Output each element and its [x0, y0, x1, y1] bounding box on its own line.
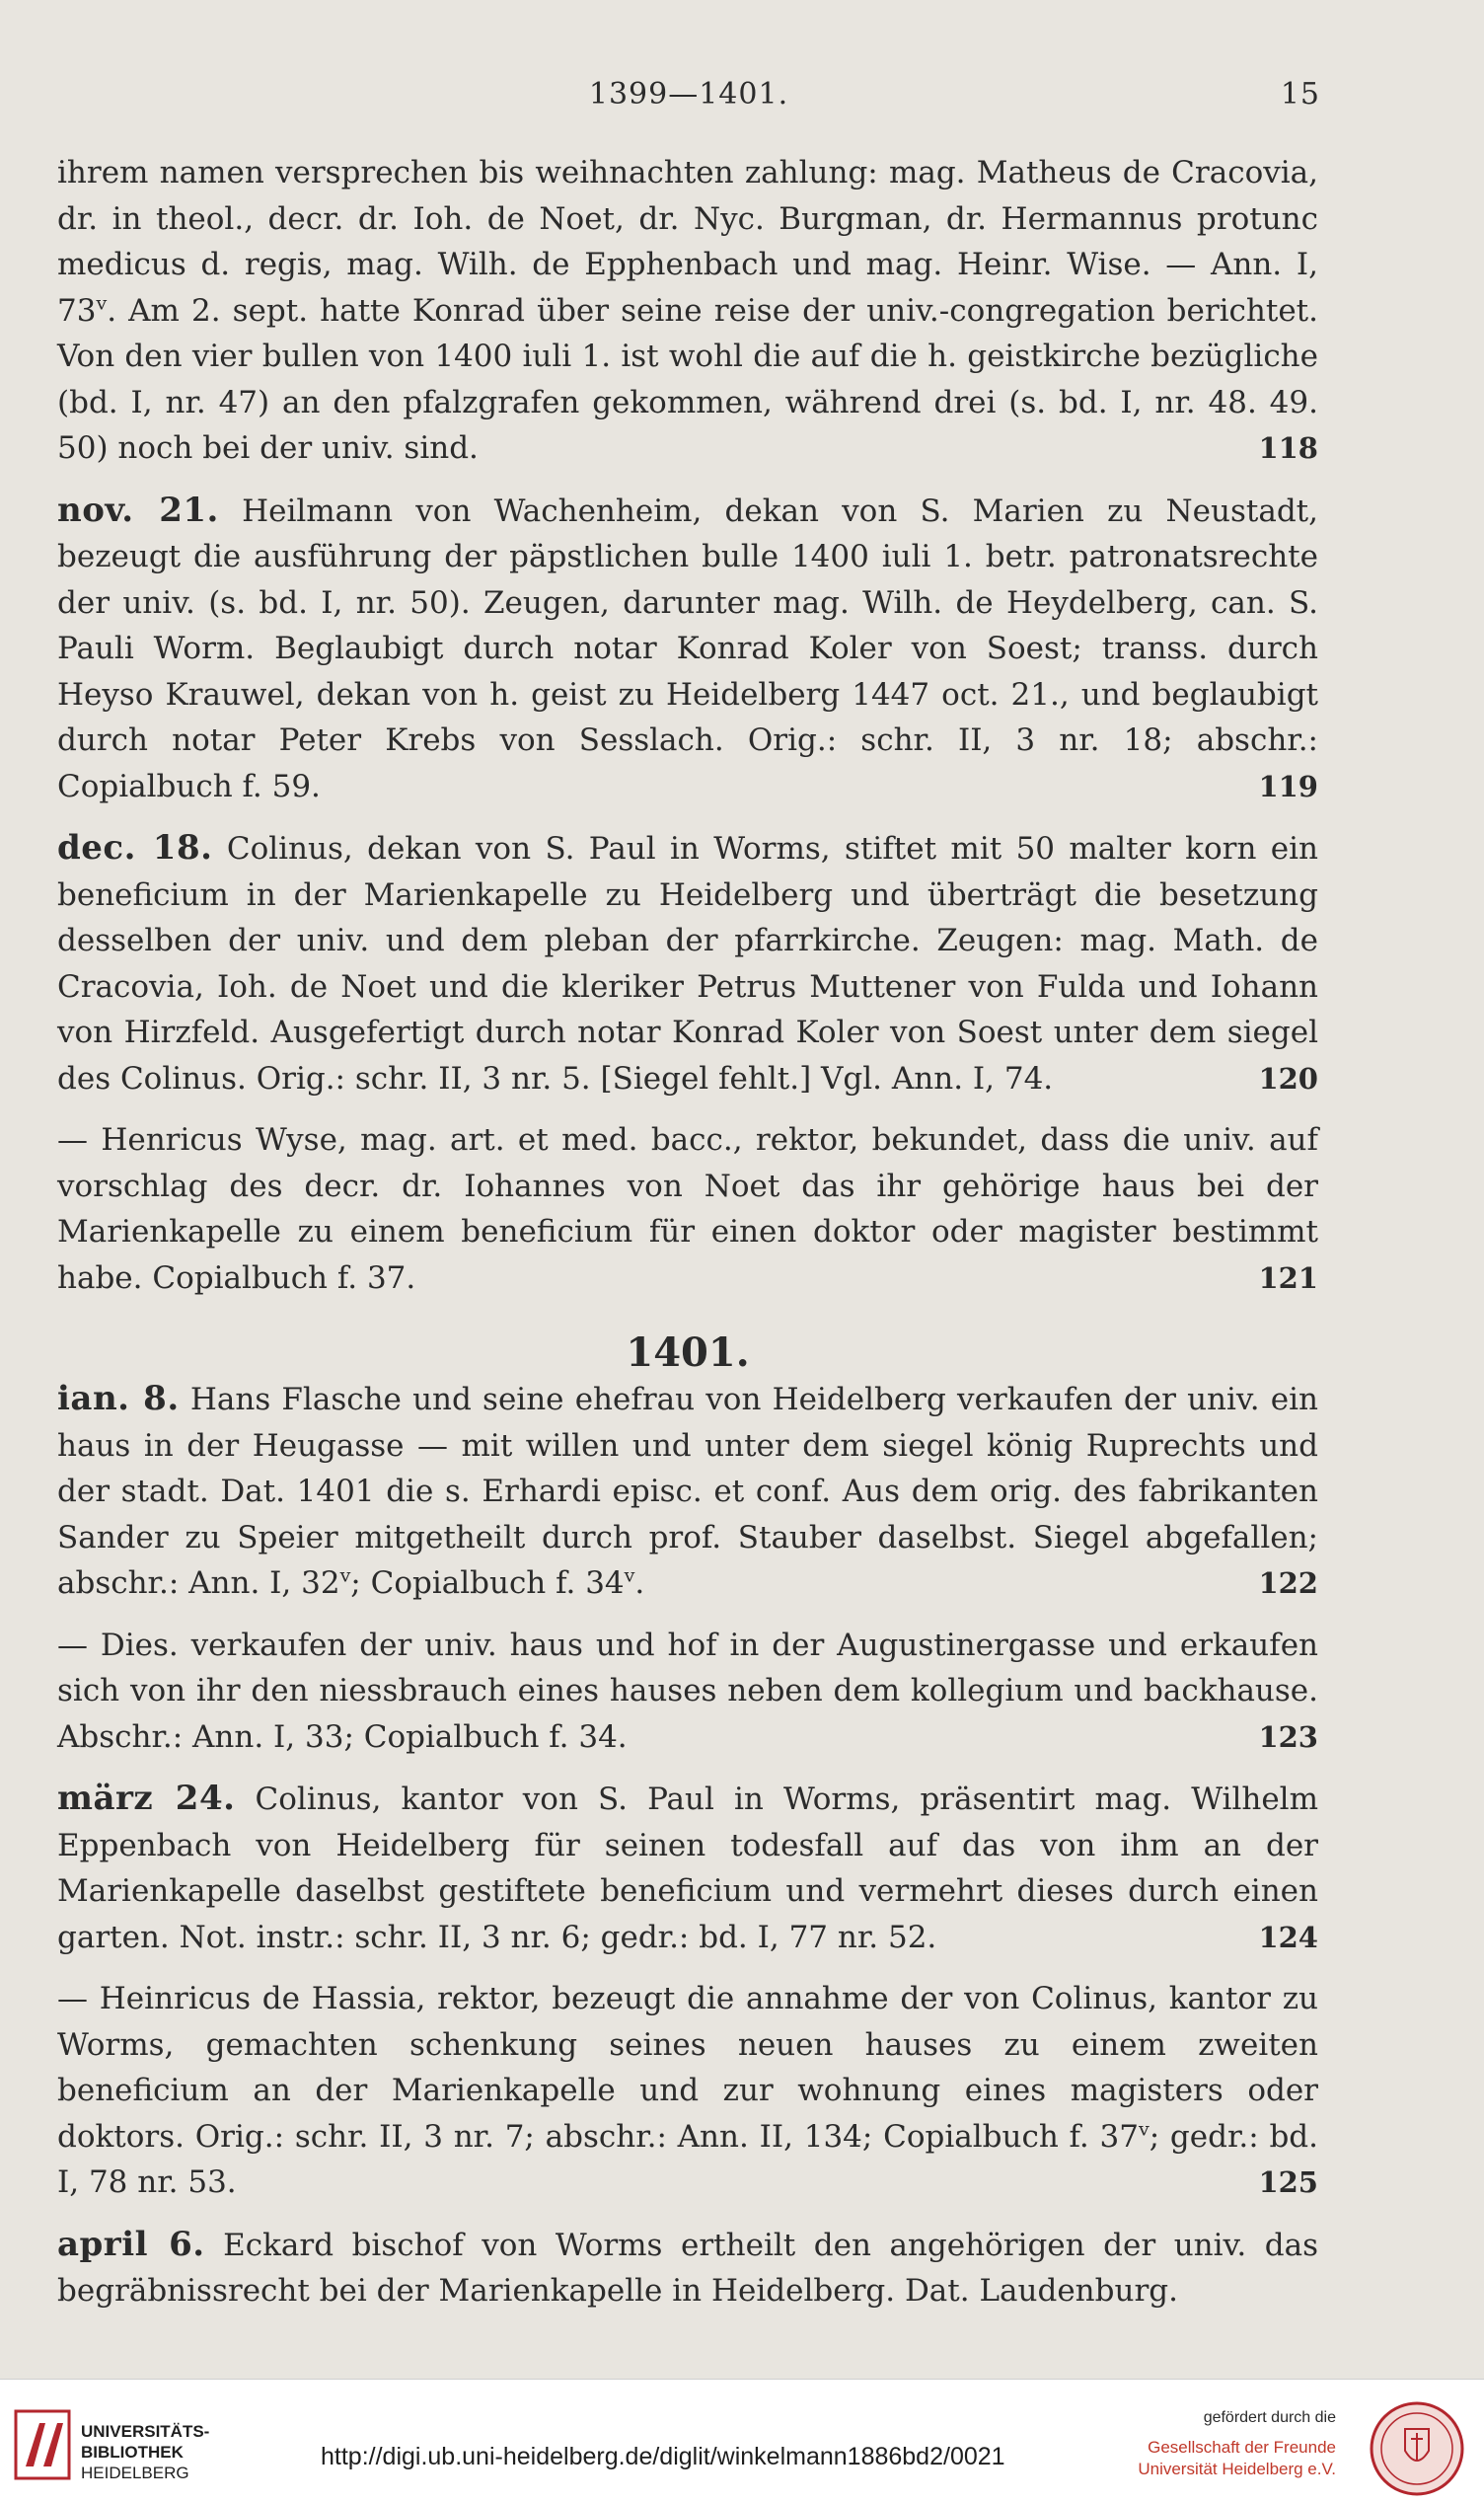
- superscript: v: [96, 292, 108, 315]
- entry-paragraph: [57, 1117, 1318, 1301]
- entry-text: — Heinricus de Hassia, rektor, bezeugt die annahme der von Colinus, kantor zu Worms, gemachten schenkung seines neuen hauses zu einem zweiten beneficium an der Marienkapelle und zur wohnung eines magisters oder doktors. Orig.: schr. II, 3 nr. 7; abschr.: Ann. II, 134; Copialbuch f. 37: [57, 1981, 1318, 2155]
- entry-paragraph: [57, 2222, 1318, 2314]
- library-name-line: HEIDELBERG: [81, 2464, 189, 2482]
- entry-date: ian. 8.: [57, 1379, 180, 1418]
- society-name: Gesellschaft der Freunde: [1148, 2438, 1336, 2457]
- entry-date: nov. 21.: [57, 490, 219, 530]
- page-number: 15: [1280, 77, 1320, 112]
- society-name: Universität Heidelberg e.V.: [1138, 2460, 1336, 2478]
- year-heading: 1401.: [626, 1329, 750, 1376]
- entry-paragraph: [57, 1376, 1318, 1607]
- entry-text: ; Copialbuch f. 34: [350, 1565, 625, 1601]
- entry-number: 122: [1258, 1566, 1318, 1600]
- entry-text: ihrem namen versprechen bis weihnachten zahlung: mag. Matheus de Cracovia, dr. in theol., decr. dr. Ioh. de Noet, dr. Nyc. Burgman, dr. Hermannus protunc medicus d. regis, mag. Wilh. de Epphenbach und mag. Heinr. Wise. — Ann. I, 73: [57, 155, 1318, 329]
- entry-paragraph: [57, 150, 1318, 472]
- digitization-footer: [0, 2379, 1484, 2503]
- entry-paragraph: [57, 488, 1318, 810]
- entry-text: Colinus, dekan von S. Paul in Worms, stiftet mit 50 malter korn ein beneficium in der Marienkapelle zu Heidelberg und überträgt die besetzung desselben der univ. und dem pleban der pfarrkirche. Zeugen: mag. Math. de Cracovia, Ioh. de Noet und die kleriker Petrus Muttener von Fulda und Iohann von Hirzfeld. Ausgefertigt durch notar Konrad Koler von Soest unter dem siegel des Colinus. Orig.: schr. II, 3 nr. 5. [Siegel fehlt.] Vgl. Ann. I, 74.: [57, 831, 1319, 1097]
- running-head: [57, 77, 1320, 116]
- permalink-url[interactable]: http://digi.ub.uni-heidelberg.de/diglit/winkelmann1886bd2/0021: [321, 2443, 1005, 2470]
- library-logo-icon: [14, 2409, 71, 2480]
- page-range: 1399—1401.: [588, 77, 789, 112]
- entry-paragraph: [57, 825, 1318, 1101]
- entry-number: 120: [1258, 1061, 1318, 1096]
- entry-text: Heilmann von Wachenheim, dekan von S. Marien zu Neustadt, bezeugt die ausführung der päpstlichen bulle 1400 iuli 1. betr. patronatsrechte der univ. (s. bd. I, nr. 50). Zeugen, darunter mag. Wilh. de Heydelberg, can. S. Pauli Worm. Beglaubigt durch notar Konrad Koler von Soest; transs. durch Heyso Krauwel, dekan von h. geist zu Heidelberg 1447 oct. 21., und beglaubigt durch notar Peter Krebs von Sesslach. Orig.: schr. II, 3 nr. 18; abschr.: Copialbuch f. 59.: [57, 493, 1318, 804]
- sponsor-label: gefördert durch die: [1203, 2409, 1336, 2426]
- superscript: v: [1138, 2118, 1150, 2141]
- entry-text: ; gedr.: bd. I, 78 nr. 53.: [57, 2118, 1318, 2200]
- entry-paragraph: [57, 1623, 1318, 1761]
- library-name-line: UNIVERSITÄTS-: [81, 2422, 210, 2441]
- body-text: [57, 150, 1318, 2314]
- entry-text: . Am 2. sept. hatte Konrad über seine reise der univ.-congregation berichtet. Von den vier bullen von 1400 iuli 1. ist wohl die auf die h. geistkirche bezügliche (bd. I, nr. 47) an den pfalzgrafen gekommen, während drei (s. bd. I, nr. 48. 49. 50) noch bei der univ. sind.: [57, 292, 1318, 466]
- entry-number: 123: [1258, 1719, 1318, 1754]
- entry-text: Eckard bischof von Worms ertheilt den angehörigen der univ. das begräbnissrecht bei der Marienkapelle in Heidelberg. Dat. Laudenburg.: [57, 2227, 1318, 2309]
- superscript: v: [339, 1564, 351, 1587]
- library-name: [81, 2421, 209, 2483]
- library-name-line: BIBLIOTHEK: [81, 2443, 184, 2462]
- entry-paragraph: [57, 1976, 1318, 2206]
- entry-text: — Dies. verkaufen der univ. haus und hof in der Augustinergasse und erkaufen sich von ihr den niessbrauch eines hauses neben dem kollegium und backhause. Abschr.: Ann. I, 33; Copialbuch f. 34.: [57, 1627, 1318, 1755]
- entry-date: märz 24.: [57, 1779, 236, 1818]
- entry-number: 119: [1258, 769, 1318, 803]
- entry-text: — Henricus Wyse, mag. art. et med. bacc., rektor, bekundet, dass die univ. auf vorschlag des decr. dr. Iohannes von Noet das ihr gehörige haus bei der Marienkapelle zu einem beneficium für einen doktor oder magister bestimmt habe. Copialbuch f. 37.: [57, 1122, 1318, 1296]
- entry-text: Hans Flasche und seine ehefrau von Heidelberg verkaufen der univ. ein haus in der Heugasse — mit willen und unter dem siegel könig Ruprechts und der stadt. Dat. 1401 die s. Erhardi episc. et conf. Aus dem orig. des fabrikanten Sander zu Speier mitgetheilt durch prof. Stauber daselbst. Siegel abgefallen; abschr.: Ann. I, 32: [57, 1382, 1319, 1601]
- entry-number: 121: [1258, 1260, 1318, 1295]
- entry-paragraph: [57, 1776, 1318, 1960]
- entry-number: 118: [1258, 431, 1318, 465]
- entry-text: Colinus, kantor von S. Paul in Worms, präsentirt mag. Wilhelm Eppenbach von Heidelberg für seinen todesfall auf das von ihm an der Marienkapelle daselbst gestiftete beneficium und vermehrt dieses durch einen garten. Not. instr.: schr. II, 3 nr. 6; gedr.: bd. I, 77 nr. 52.: [57, 1782, 1318, 1955]
- university-seal-icon: [1368, 2399, 1466, 2498]
- entry-number: 124: [1258, 1920, 1318, 1954]
- entry-date: april 6.: [57, 2224, 205, 2264]
- sponsor-block: [1138, 2409, 1336, 2480]
- entry-number: 125: [1258, 2165, 1318, 2199]
- entry-text: .: [634, 1565, 645, 1601]
- superscript: v: [624, 1564, 635, 1587]
- entry-date: dec. 18.: [57, 828, 213, 868]
